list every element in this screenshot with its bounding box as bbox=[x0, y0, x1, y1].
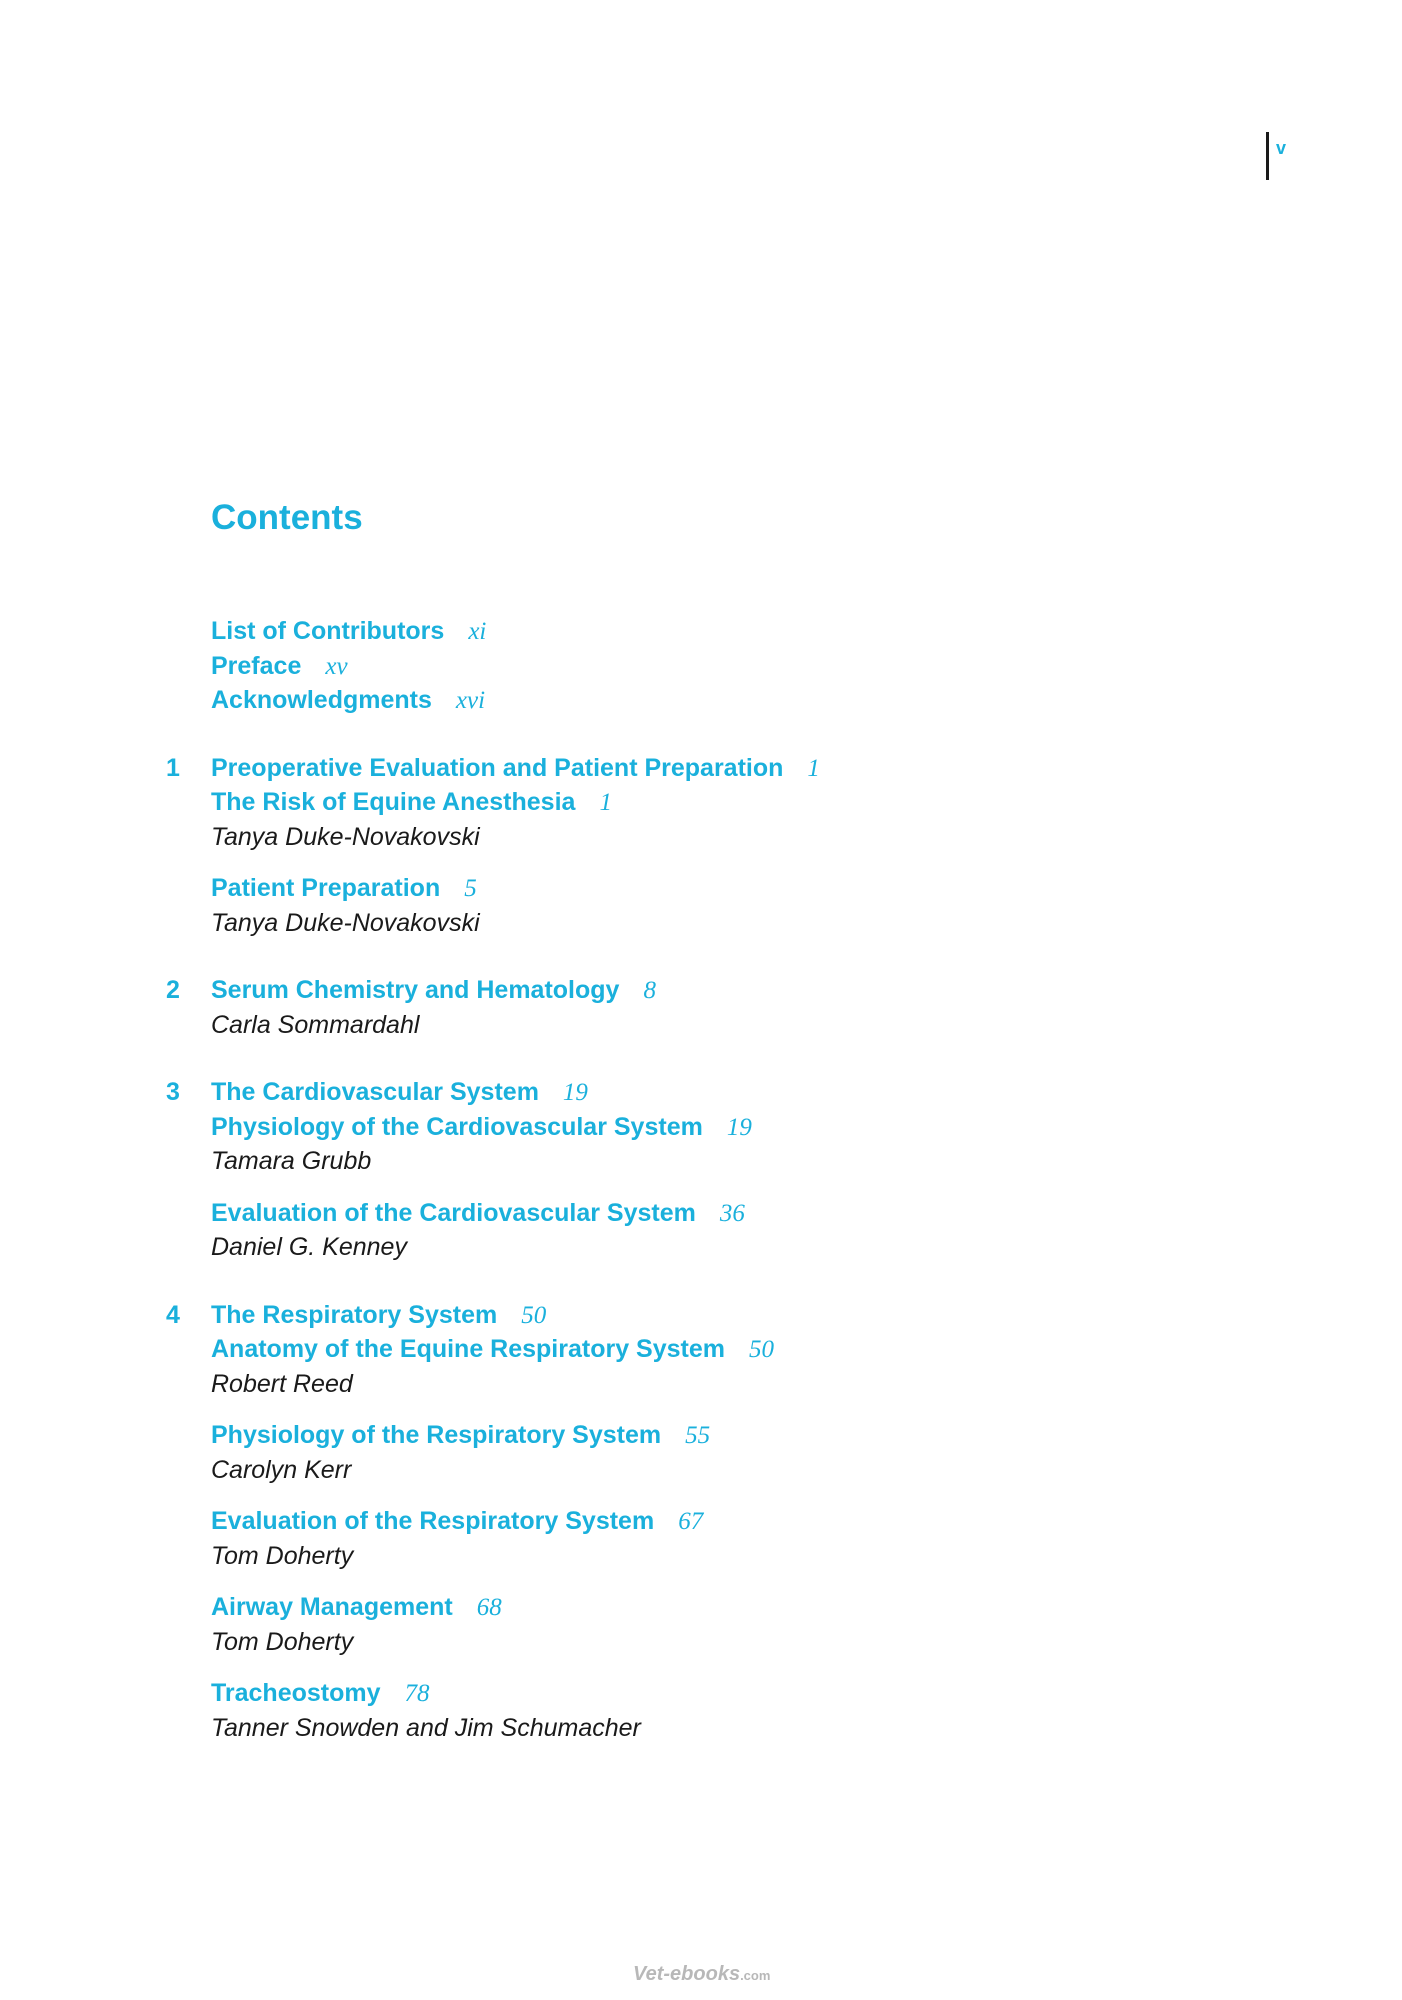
chapter-number: 3 bbox=[166, 1078, 180, 1106]
toc-section[interactable] bbox=[211, 1196, 1211, 1231]
section-title: Evaluation of the Cardiovascular System bbox=[211, 1198, 696, 1227]
chapter-number: 2 bbox=[166, 976, 180, 1004]
author-name: Tanya Duke-Novakovski bbox=[211, 822, 480, 851]
chapter-title: The Respiratory System bbox=[211, 1300, 498, 1329]
section-author bbox=[211, 1625, 1211, 1660]
toc-section[interactable] bbox=[211, 1418, 1211, 1453]
section-author bbox=[211, 1230, 1211, 1265]
section-page: 36 bbox=[719, 1199, 745, 1227]
toc-section[interactable] bbox=[211, 1590, 1211, 1625]
author-name: Carolyn Kerr bbox=[211, 1455, 352, 1484]
page-number-rule bbox=[1266, 132, 1269, 180]
author-name: Tanya Duke-Novakovski bbox=[211, 908, 480, 937]
section-page: 5 bbox=[464, 875, 477, 902]
watermark-suffix: .com bbox=[740, 1968, 771, 1983]
section-author bbox=[211, 1711, 1211, 1746]
chapter-page: 19 bbox=[562, 1079, 588, 1106]
section-author bbox=[211, 1367, 1211, 1402]
section-author bbox=[211, 906, 1211, 941]
author-name: Carla Sommardahl bbox=[211, 1010, 420, 1039]
toc-section[interactable] bbox=[211, 1504, 1211, 1539]
toc-section[interactable] bbox=[211, 1110, 1211, 1145]
author-name: Tom Doherty bbox=[211, 1627, 354, 1656]
section-title: Evaluation of the Respiratory System bbox=[211, 1507, 655, 1535]
chapter-title: Serum Chemistry and Hematology bbox=[211, 976, 620, 1004]
section-title: Physiology of the Cardiovascular System bbox=[211, 1112, 703, 1141]
author-name: Tamara Grubb bbox=[211, 1147, 372, 1175]
author-name: Tanner Snowden and Jim Schumacher bbox=[211, 1713, 641, 1742]
section-title: Anatomy of the Equine Respiratory System bbox=[211, 1335, 726, 1363]
author-name: Daniel G. Kenney bbox=[211, 1233, 407, 1261]
chapter-page: 50 bbox=[521, 1301, 547, 1329]
toc-chapter-2[interactable] bbox=[166, 973, 1211, 1008]
toc-entry-front-matter[interactable] bbox=[211, 683, 1211, 718]
page-title: Contents bbox=[211, 498, 363, 537]
toc-section[interactable] bbox=[211, 871, 1211, 906]
entry-title: Acknowledgments bbox=[211, 686, 432, 714]
chapter-number: 1 bbox=[166, 753, 180, 782]
author-name: Robert Reed bbox=[211, 1369, 353, 1398]
toc-entry-front-matter[interactable] bbox=[211, 649, 1211, 684]
section-page: 1 bbox=[599, 789, 612, 816]
chapter-title: The Cardiovascular System bbox=[211, 1078, 539, 1106]
chapter-number: 4 bbox=[166, 1300, 180, 1329]
watermark-name: Vet-ebooks bbox=[633, 1963, 741, 1985]
section-page: 68 bbox=[476, 1594, 502, 1621]
entry-page: xi bbox=[468, 618, 487, 645]
section-page: 50 bbox=[749, 1336, 775, 1363]
author-name: Tom Doherty bbox=[211, 1541, 354, 1570]
section-page: 78 bbox=[404, 1680, 430, 1707]
toc-section[interactable] bbox=[211, 1332, 1211, 1367]
toc-chapter-1[interactable] bbox=[166, 751, 1211, 786]
section-title: Patient Preparation bbox=[211, 874, 441, 902]
toc-chapter-4[interactable] bbox=[166, 1298, 1211, 1333]
entry-page: xvi bbox=[455, 687, 486, 714]
chapter-title: Preoperative Evaluation and Patient Preparation bbox=[211, 753, 784, 782]
section-author bbox=[211, 1453, 1211, 1488]
chapter-author bbox=[211, 1008, 1211, 1043]
toc-section[interactable] bbox=[211, 785, 1211, 820]
section-page: 67 bbox=[678, 1508, 704, 1535]
section-author bbox=[211, 820, 1211, 855]
table-of-contents bbox=[166, 614, 1211, 1745]
section-page: 19 bbox=[726, 1113, 752, 1141]
entry-title: List of Contributors bbox=[211, 617, 445, 645]
section-title: Tracheostomy bbox=[211, 1679, 381, 1707]
section-author bbox=[211, 1144, 1211, 1179]
watermark-logo bbox=[633, 1963, 770, 1986]
section-page: 55 bbox=[685, 1422, 711, 1449]
page-number: v bbox=[1276, 138, 1287, 158]
entry-page: xv bbox=[325, 652, 348, 680]
section-title: Airway Management bbox=[211, 1593, 453, 1621]
toc-section[interactable] bbox=[211, 1676, 1211, 1711]
chapter-page: 1 bbox=[807, 754, 820, 782]
chapter-page: 8 bbox=[643, 977, 656, 1004]
entry-title: Preface bbox=[211, 651, 302, 680]
section-title: Physiology of the Respiratory System bbox=[211, 1421, 662, 1449]
toc-entry-front-matter[interactable] bbox=[211, 614, 1211, 649]
toc-chapter-3[interactable] bbox=[166, 1075, 1211, 1110]
section-title: The Risk of Equine Anesthesia bbox=[211, 788, 576, 816]
section-author bbox=[211, 1539, 1211, 1574]
